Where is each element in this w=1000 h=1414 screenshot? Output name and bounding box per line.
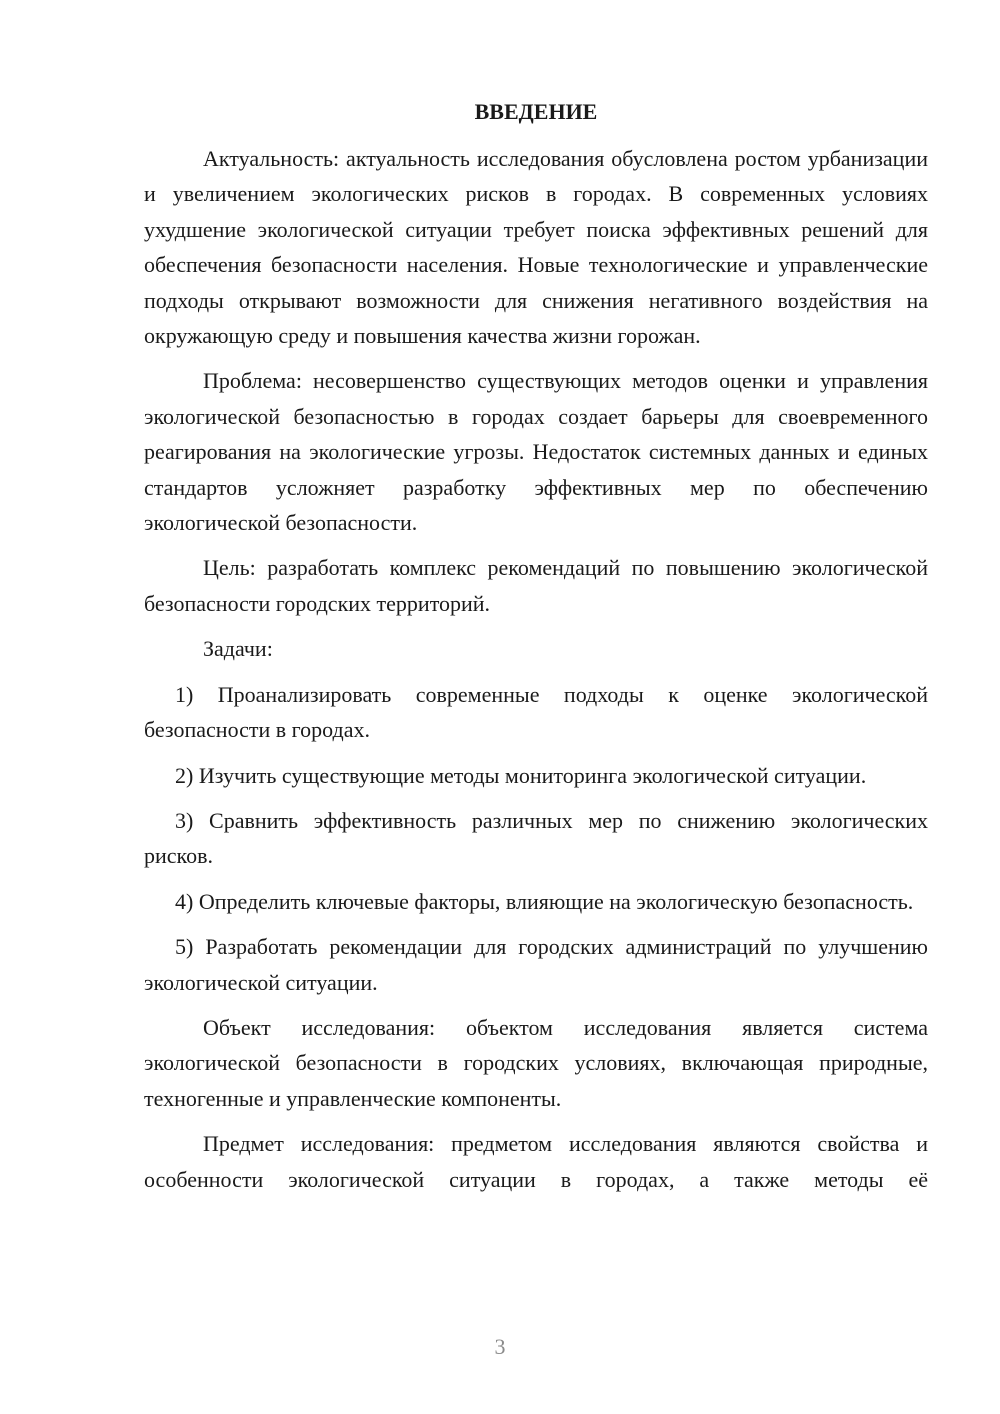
paragraph-relevance: Актуальность: актуальность исследования обусловлена ростом урбанизации и увеличением экологических рисков в городах. В современных условиях ухудшение экологической ситуации требует поиска эффективных решений для обеспечения безопасности населения. Новые технологические и управленческие подходы открывают возможности для снижения негативного воздействия на окружающую среду и повышения качества жизни горожан. [144, 146, 928, 349]
task-item-2: 2) Изучить существующие методы мониторинга экологической ситуации. [175, 762, 867, 788]
page-number: 3 [494, 1334, 506, 1359]
section-heading: ВВЕДЕНИЕ [474, 99, 598, 124]
task-item-5: 5) Разработать рекомендации для городских администраций по улучшению экологической ситуации. [144, 934, 928, 995]
paragraph-goal: Цель: разработать комплекс рекомендаций по повышению экологической безопасности городских территорий. [144, 555, 928, 616]
task-item-4: 4) Определить ключевые факторы, влияющие на экологическую безопасность. [175, 888, 914, 914]
paragraph-subject: Предмет исследования: предметом исследования являются свойства и особенности экологической ситуации в городах, а также методы её [144, 1131, 928, 1192]
tasks-label: Задачи: [203, 636, 273, 662]
paragraph-object: Объект исследования: объектом исследования является система экологической безопасности в городских условиях, включающая природные, техногенные и управленческие компоненты. [144, 1014, 928, 1111]
paragraph-problem: Проблема: несовершенство существующих методов оценки и управления экологической безопасностью в городах создает барьеры для своевременного реагирования на экологические угрозы. Недостаток системных данных и единых стандартов усложняет разработку эффективных мер по обеспечению экологической безопасности. [144, 368, 928, 536]
task-item-1: 1) Проанализировать современные подходы к оценке экологической безопасности в городах. [144, 681, 928, 743]
task-item-3: 3) Сравнить эффективность различных мер по снижению экологических рисков. [144, 807, 928, 869]
document-page [144, 94, 928, 1207]
